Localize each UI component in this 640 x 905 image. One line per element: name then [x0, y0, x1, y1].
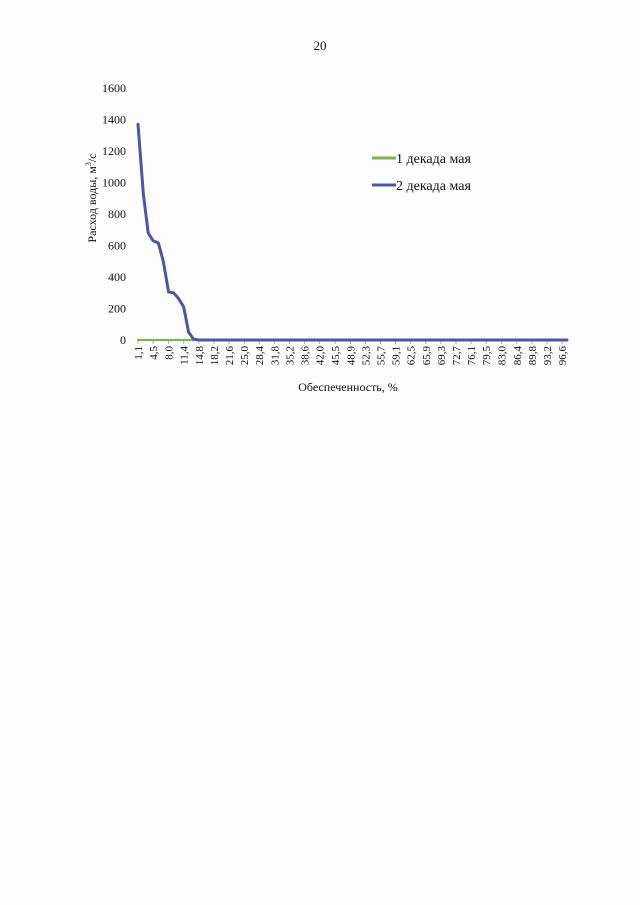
y-tick-label: 1400	[102, 112, 126, 127]
x-tick-label: 28,4	[254, 346, 267, 366]
series-line-2	[138, 124, 567, 340]
y-tick-label: 1200	[102, 144, 126, 158]
x-tick-label: 86,4	[511, 346, 524, 366]
x-tick-label: 62,5	[405, 346, 418, 366]
x-tick-label: 69,3	[435, 346, 448, 366]
series-layer	[138, 124, 567, 340]
x-tick-label: 21,6	[224, 346, 237, 366]
x-tick-label: 89,8	[526, 346, 539, 366]
x-tick-label: 4,5	[148, 346, 161, 360]
y-tick-label: 200	[108, 301, 126, 316]
x-tick-label: 93,2	[542, 346, 555, 366]
x-tick-label: 45,5	[330, 346, 343, 366]
x-tick-label: 1,1	[133, 346, 145, 360]
x-tick-label: 79,5	[481, 346, 494, 366]
y-tick-label: 600	[108, 238, 126, 253]
x-tick-label: 35,2	[284, 346, 297, 366]
x-tick-label: 31,8	[269, 346, 282, 366]
y-tick-label: 800	[108, 207, 126, 221]
legend-label-2: 2 декада мая	[396, 179, 471, 194]
y-tick-label: 0	[120, 333, 126, 347]
x-tick-label: 48,9	[345, 346, 358, 366]
legend	[372, 152, 471, 194]
x-tick-label: 38,6	[299, 346, 312, 366]
x-tick-label: 59,1	[390, 346, 403, 366]
x-tick-label: 83,0	[496, 346, 509, 366]
legend-label-1: 1 декада мая	[396, 152, 471, 167]
x-tick-label: 55,7	[375, 346, 388, 366]
x-tick-label: 8,0	[163, 346, 176, 360]
y-axis-title-main: Расход воды, м	[85, 166, 99, 243]
x-axis-title: Обеспеченность, %	[298, 380, 398, 394]
x-tick-label: 76,1	[466, 346, 479, 366]
x-axis	[133, 340, 569, 365]
y-axis	[102, 81, 126, 347]
x-tick-label: 14,8	[193, 346, 206, 366]
y-axis-title-sup: 3	[84, 162, 93, 167]
x-tick-label: 65,9	[420, 346, 433, 366]
x-tick-label: 25,0	[239, 346, 252, 366]
y-axis-title-suffix: /с	[85, 153, 99, 163]
page-number: 20	[313, 38, 327, 53]
x-tick-label: 11,4	[178, 346, 191, 365]
x-tick-label: 42,0	[314, 346, 327, 366]
x-tick-label: 18,2	[208, 346, 221, 366]
y-tick-label: 400	[108, 270, 126, 284]
x-tick-label: 96,6	[557, 346, 570, 366]
y-tick-label: 1000	[102, 175, 126, 190]
y-tick-label: 1600	[102, 81, 126, 95]
y-axis-title	[84, 153, 99, 242]
x-tick-label: 72,7	[450, 346, 463, 366]
x-tick-label: 52,3	[360, 346, 373, 366]
